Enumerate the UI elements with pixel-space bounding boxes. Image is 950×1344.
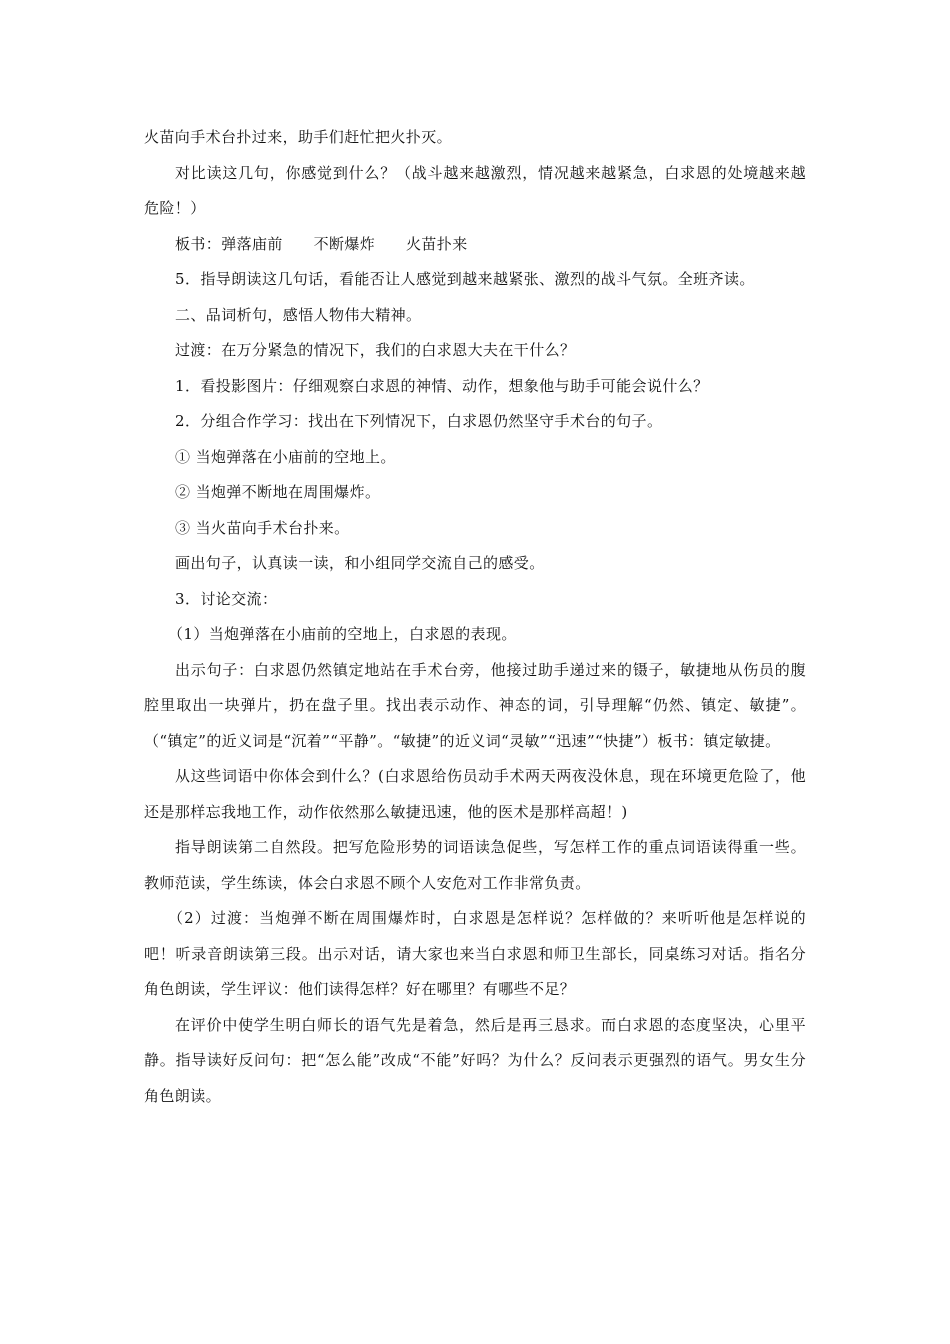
- paragraph-evaluation: 在评价中使学生明白师长的语气先是着急，然后是再三恳求。而白求恩的态度坚决，心里平静。指导读好反问句：把“怎么能”改成“不能”好吗？为什么？反问表示更强烈的语气。男女生分角色朗读。: [144, 1015, 806, 1105]
- list-item-circled-3: ③ 当火苗向手术台扑来。: [175, 518, 350, 537]
- paragraph-1: 火苗向手术台扑过来，助手们赶忙把火扑灭。: [144, 128, 453, 146]
- paragraph-reflection: 从这些词语中你体会到什么？(白求恩给伤员动手术两天两夜没休息，现在环境更危险了，他还是那样忘我地工作，动作依然那么敏捷迅速，他的医术是那样高超！): [144, 767, 806, 821]
- paragraph-sub-2: （2）过渡：当炮弹不断在周围爆炸时，白求恩是怎样说？怎样做的？来听听他是怎样说的吧！听录音朗读第三段。出示对话，请大家也来当白求恩和师卫生部长，同桌练习对话。指名分角色朗读，学生评议：他们读得怎样？好在哪里？有哪些不足？: [144, 909, 806, 998]
- document-body: [144, 120, 806, 1114]
- list-item-circled-2: ② 当炮弹不断地在周围爆炸。: [175, 483, 381, 501]
- paragraph-2: 对比读这几句，你感觉到什么？（战斗越来越激烈，情况越来越紧急，白求恩的处境越来越危险！）: [144, 163, 806, 217]
- section-heading-2: 二、品词析句，感悟人物伟大精神。: [175, 305, 422, 324]
- paragraph-sub-1: （1）当炮弹落在小庙前的空地上，白求恩的表现。: [168, 625, 517, 643]
- paragraph-step-5: 5．指导朗读这几句话，看能否让人感觉到越来越紧张、激烈的战斗气氛。全班齐读。: [175, 270, 755, 288]
- paragraph-item-1: 1．看投影图片：仔细观察白求恩的神情、动作，想象他与助手可能会说什么？: [175, 376, 709, 395]
- paragraph-reading-guide: 指导朗读第二自然段。把写危险形势的词语读急促些，写怎样工作的重点词语读得重一些。教师范读，学生练读，体会白求恩不顾个人安危对工作非常负责。: [144, 838, 806, 892]
- paragraph-item-2: 2．分组合作学习：找出在下列情况下，白求恩仍然坚守手术台的句子。: [175, 412, 663, 430]
- paragraph-transition: 过渡：在万分紧急的情况下，我们的白求恩大夫在干什么？: [175, 341, 576, 359]
- paragraph-board-notes: 板书：弹落庙前 不断爆炸 火苗扑来: [175, 234, 468, 253]
- paragraph-quote-sentence: 出示句子：白求恩仍然镇定地站在手术台旁，他接过助手递过来的镊子，敏捷地从伤员的腹腔里取出一块弹片，扔在盘子里。找出表示动作、神态的词，引导理解“仍然、镇定、敏捷”。（“镇定”的近义词是“沉着”“平静”。“敏捷”的近义词“灵敏”“迅速”“快捷”）板书：镇定敏捷。: [144, 660, 806, 750]
- paragraph-instruction: 画出句子，认真读一读，和小组同学交流自己的感受。: [175, 554, 545, 572]
- paragraph-item-3: 3．讨论交流：: [175, 589, 278, 608]
- list-item-circled-1: ① 当炮弹落在小庙前的空地上。: [175, 447, 396, 466]
